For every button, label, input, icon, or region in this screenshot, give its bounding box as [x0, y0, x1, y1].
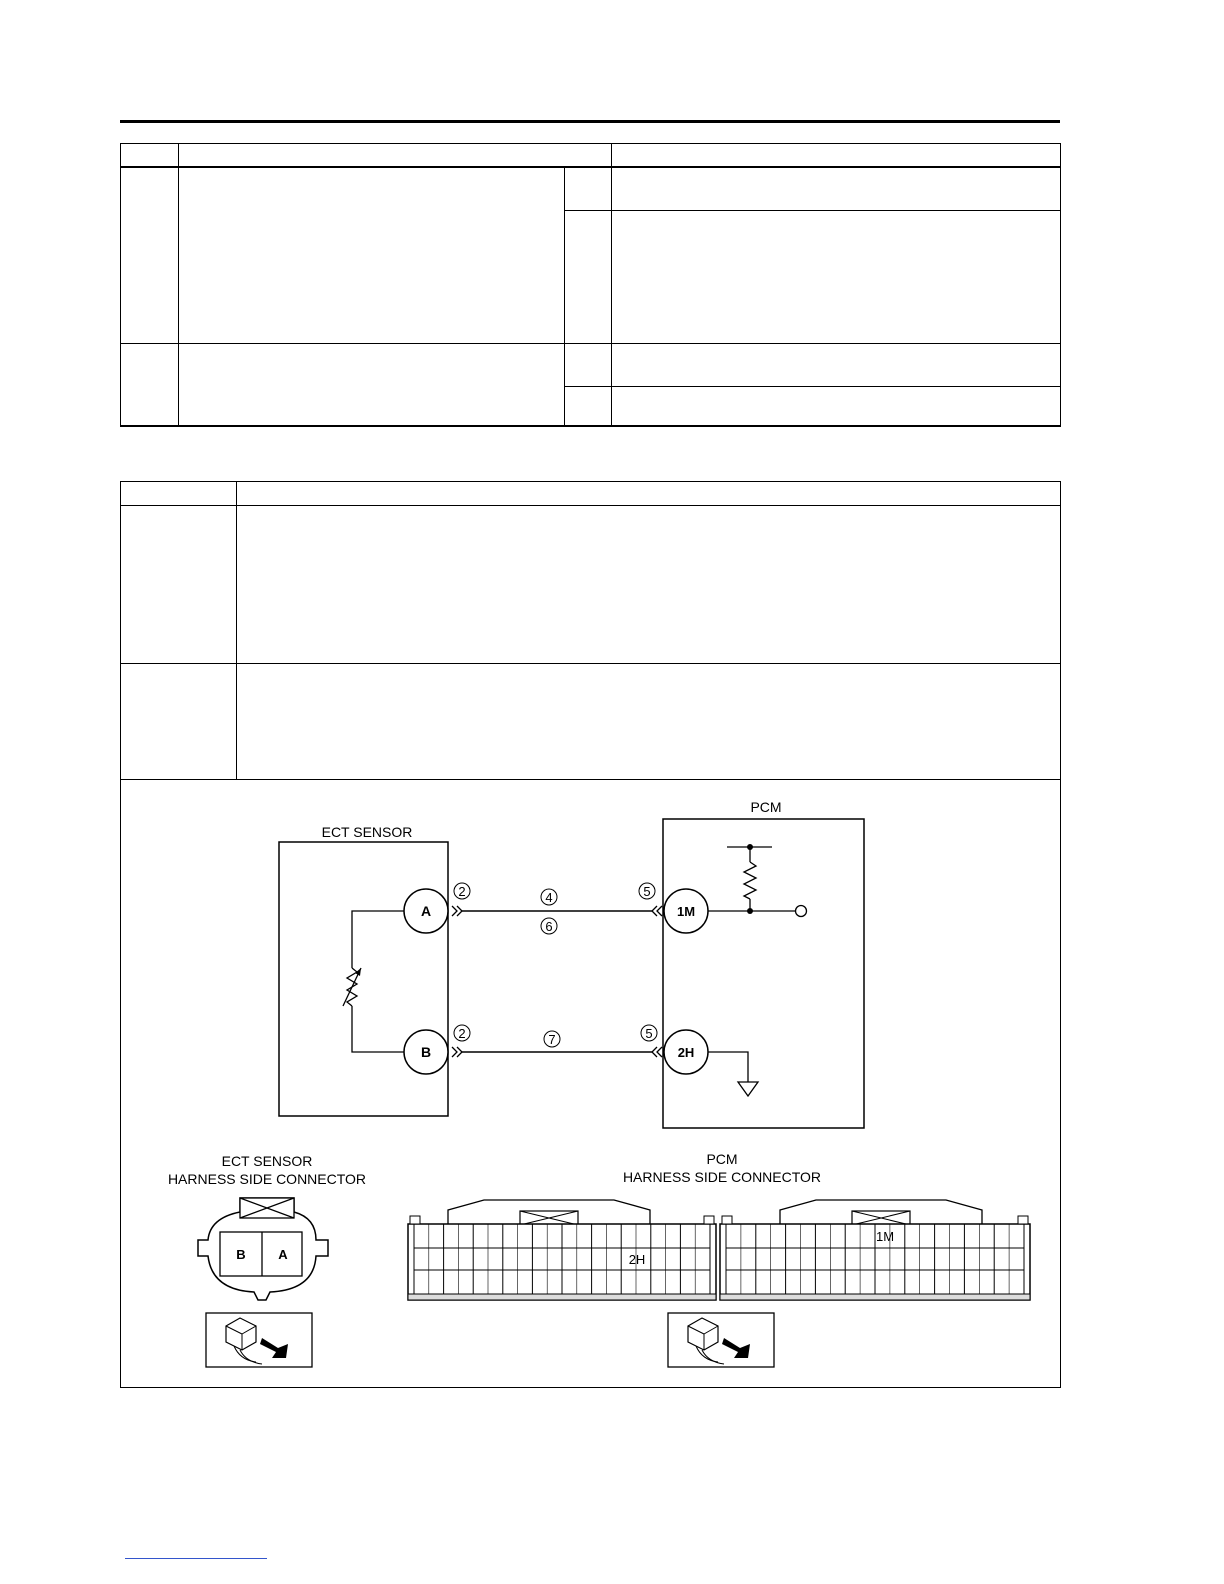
connector-view-icon — [668, 1313, 774, 1367]
pullup-resistor-icon — [744, 862, 756, 899]
svg-text:5: 5 — [645, 1026, 653, 1041]
ground-icon — [738, 1082, 758, 1096]
wire-marker — [641, 1025, 657, 1041]
pcm-connector-block-right — [720, 1200, 1030, 1300]
svg-text:2: 2 — [458, 1026, 466, 1041]
wire-marker — [639, 883, 655, 899]
wire-marker — [454, 883, 470, 899]
ect-pin-b: B — [236, 1247, 246, 1262]
ect-sensor-block — [279, 824, 448, 1116]
svg-text:7: 7 — [548, 1032, 556, 1047]
terminal-1m-label: 1M — [676, 904, 696, 919]
pcm-label: PCM — [750, 799, 782, 815]
wire-marker — [541, 918, 557, 934]
ect-connector-title-2: HARNESS SIDE CONNECTOR — [167, 1171, 367, 1187]
svg-text:4: 4 — [545, 890, 553, 905]
wire-marker — [544, 1031, 560, 1047]
pcm-connector-title-2: HARNESS SIDE CONNECTOR — [622, 1169, 822, 1185]
ect-harness-connector — [168, 1153, 366, 1300]
terminal-b-label: B — [420, 1044, 432, 1060]
terminal-a-label: A — [420, 903, 432, 919]
terminal-2h-label: 2H — [677, 1045, 695, 1060]
ect-sensor-label: ECT SENSOR — [321, 824, 413, 840]
pcm-harness-connector — [408, 1151, 1030, 1300]
footer-link-underline — [125, 1558, 267, 1559]
svg-text:2: 2 — [458, 884, 466, 899]
pcm-pin-2h: 2H — [628, 1252, 646, 1267]
pcm-connector-title-1: PCM — [706, 1151, 738, 1167]
pcm-connector-block-left — [408, 1200, 716, 1300]
ect-connector-title-1: ECT SENSOR — [221, 1153, 313, 1169]
pcm-block — [663, 799, 864, 1128]
svg-text:5: 5 — [643, 884, 651, 899]
wire-marker — [541, 889, 557, 905]
wire-marker — [454, 1025, 470, 1041]
connector-view-icon — [206, 1313, 312, 1367]
ect-pin-a: A — [278, 1247, 288, 1262]
pcm-pin-1m: 1M — [875, 1229, 895, 1244]
svg-text:6: 6 — [545, 919, 553, 934]
